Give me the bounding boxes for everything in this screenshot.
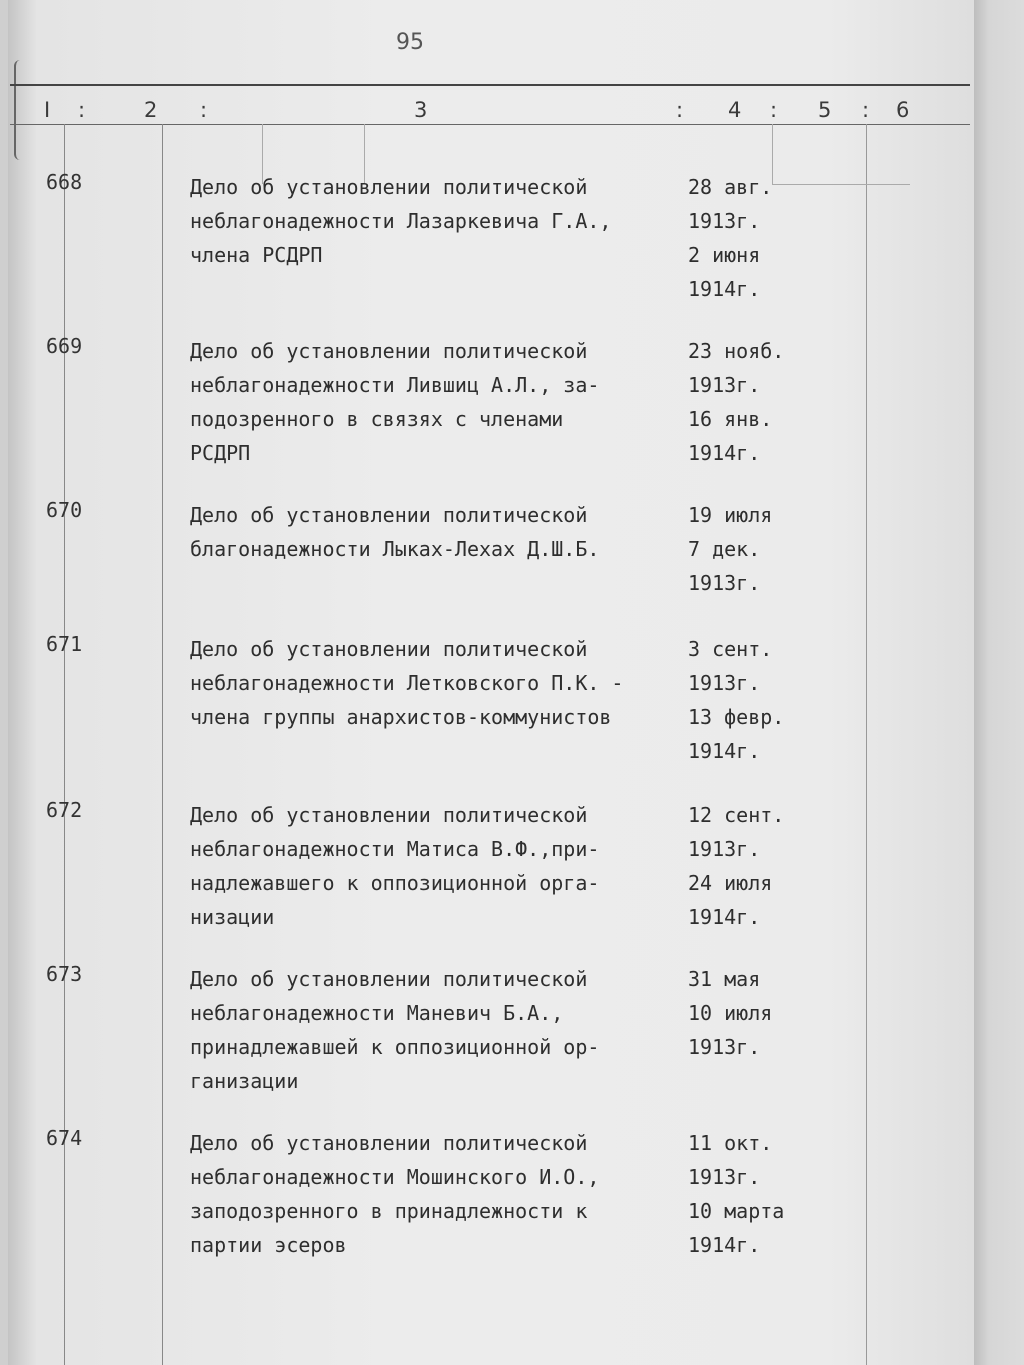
- entry-title: [190, 632, 680, 734]
- entry-number: 670: [46, 498, 83, 522]
- header-col-1: I: [44, 98, 51, 122]
- entry-dates: [688, 962, 808, 1064]
- entry-dates: [688, 498, 808, 600]
- title-line: надлежавшего к оппозиционной орга-: [190, 871, 600, 895]
- title-line: Дело об установлении политической: [190, 1131, 588, 1155]
- title-line: неблагонадежности Лазаркевича Г.А.,: [190, 209, 612, 233]
- date-line: 1913г.: [688, 209, 761, 233]
- header-col-2: 2: [144, 98, 158, 122]
- entry-dates: [688, 1126, 808, 1262]
- title-line: Дело об установлении политической: [190, 503, 588, 527]
- entry-number: 669: [46, 334, 83, 358]
- date-line: 1913г.: [688, 1035, 761, 1059]
- date-line: 19 июля: [688, 503, 773, 527]
- date-line: 1914г.: [688, 739, 761, 763]
- header-col-3: 3: [414, 98, 428, 122]
- title-line: Дело об установлении политической: [190, 637, 588, 661]
- title-line: РСДРП: [190, 441, 251, 465]
- column-divider-2: [162, 124, 163, 1365]
- title-line: Дело об установлении политической: [190, 175, 588, 199]
- header-rule-top: [10, 84, 970, 86]
- title-line: неблагонадежности Маневич Б.А.,: [190, 1001, 564, 1025]
- date-line: 1913г.: [688, 1165, 761, 1189]
- title-line: низации: [190, 905, 275, 929]
- date-line: 1913г.: [688, 837, 761, 861]
- date-line: 7 дек.: [688, 537, 761, 561]
- date-line: 16 янв.: [688, 407, 773, 431]
- title-line: заподозренного в принадлежности к: [190, 1199, 588, 1223]
- entry-dates: [688, 170, 808, 306]
- date-line: 24 июля: [688, 871, 773, 895]
- date-line: 1914г.: [688, 905, 761, 929]
- entry-dates: [688, 632, 808, 768]
- entry-number: 673: [46, 962, 83, 986]
- title-line: неблагонадежности Матиса В.Ф.,при-: [190, 837, 600, 861]
- entry-number: 672: [46, 798, 83, 822]
- date-line: 10 марта: [688, 1199, 785, 1223]
- header-sep-5: :: [862, 98, 870, 122]
- date-line: 12 сент.: [688, 803, 785, 827]
- entry-number: 671: [46, 632, 83, 656]
- header-sep-3: :: [676, 98, 684, 122]
- entry-title: [190, 962, 680, 1098]
- title-line: члена группы анархистов-коммунистов: [190, 705, 612, 729]
- date-line: 23 нояб.: [688, 339, 785, 363]
- header-sep-2: :: [200, 98, 208, 122]
- date-line: 1914г.: [688, 277, 761, 301]
- column-divider-1: [64, 124, 65, 1365]
- date-line: 31 мая: [688, 967, 761, 991]
- title-line: ганизации: [190, 1069, 299, 1093]
- title-line: партии эсеров: [190, 1233, 347, 1257]
- title-line: благонадежности Лыках-Лехах Д.Ш.Б.: [190, 537, 600, 561]
- title-line: неблагонадежности Мошинского И.О.,: [190, 1165, 600, 1189]
- title-line: члена РСДРП: [190, 243, 323, 267]
- date-line: 1913г.: [688, 571, 761, 595]
- title-line: принадлежавшей к оппозиционной ор-: [190, 1035, 600, 1059]
- entry-dates: [688, 798, 808, 934]
- date-line: 1914г.: [688, 1233, 761, 1257]
- entry-title: [190, 498, 680, 566]
- title-line: Дело об установлении политической: [190, 339, 588, 363]
- entry-number: 668: [46, 170, 83, 194]
- header-col-4: 4: [728, 98, 742, 122]
- binding-mark: [14, 60, 22, 160]
- title-line: неблагонадежности Летковского П.К. -: [190, 671, 624, 695]
- entry-title: [190, 334, 680, 470]
- title-line: неблагонадежности Лившиц А.Л., за-: [190, 373, 600, 397]
- page-number: 95: [396, 30, 424, 55]
- title-line: Дело об установлении политической: [190, 967, 588, 991]
- date-line: 28 авг.: [688, 175, 773, 199]
- date-line: 1913г.: [688, 373, 761, 397]
- header-col-6: 6: [896, 98, 910, 122]
- title-line: Дело об установлении политической: [190, 803, 588, 827]
- date-line: 3 сент.: [688, 637, 773, 661]
- date-line: 1913г.: [688, 671, 761, 695]
- entry-number: 674: [46, 1126, 83, 1150]
- entry-dates: [688, 334, 808, 470]
- date-line: 1914г.: [688, 441, 761, 465]
- date-line: 13 февр.: [688, 705, 785, 729]
- title-line: подозренного в связях с членами: [190, 407, 564, 431]
- entry-title: [190, 1126, 680, 1262]
- header-sep-4: :: [770, 98, 778, 122]
- entry-title: [190, 170, 680, 272]
- header-rule-bottom: [10, 124, 970, 125]
- date-line: 2 июня: [688, 243, 761, 267]
- date-line: 10 июля: [688, 1001, 773, 1025]
- page-edge: [974, 0, 1024, 1365]
- column-divider-6: [866, 124, 867, 1365]
- header-col-5: 5: [818, 98, 832, 122]
- header-sep-1: :: [78, 98, 86, 122]
- date-line: 11 окт.: [688, 1131, 773, 1155]
- entry-title: [190, 798, 680, 934]
